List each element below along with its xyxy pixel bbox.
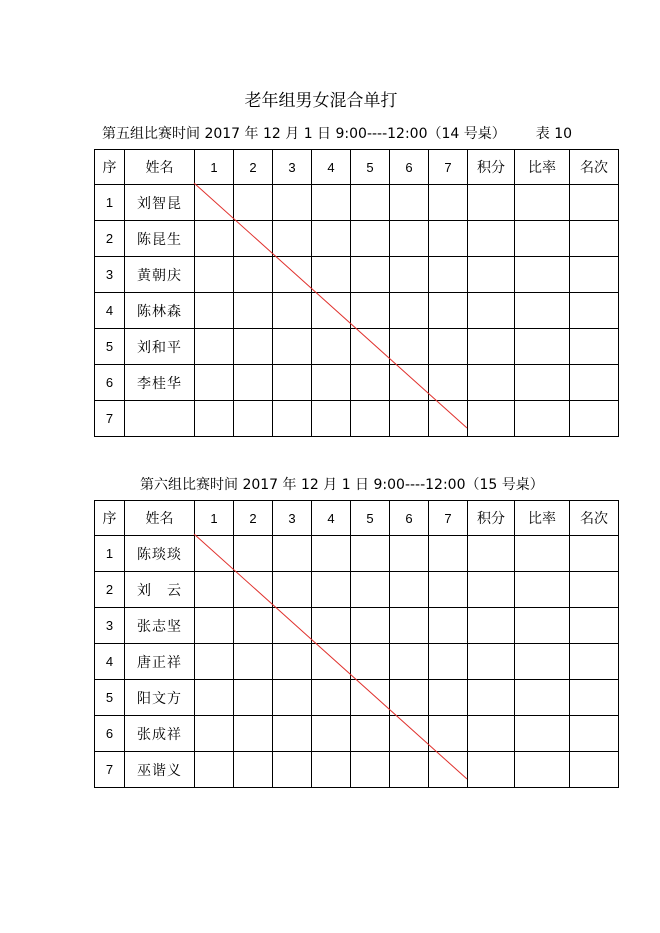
score-cell[interactable] [429,257,468,293]
score-cell[interactable] [468,293,515,329]
score-cell[interactable] [273,185,312,221]
score-cell[interactable] [351,257,390,293]
score-cell[interactable] [351,536,390,572]
score-cell[interactable] [195,572,234,608]
score-cell[interactable] [234,716,273,752]
player-name: 陈昆生 [125,221,195,257]
score-cell[interactable] [570,536,619,572]
table-row [95,752,619,788]
header-cell: 7 [429,501,468,536]
score-cell[interactable] [429,716,468,752]
header-cell: 序 [95,501,125,536]
score-cell[interactable] [429,365,468,401]
score-cell[interactable] [515,329,570,365]
score-cell[interactable] [390,572,429,608]
score-cell[interactable] [390,185,429,221]
score-cell[interactable] [515,644,570,680]
header-cell: 积分 [468,501,515,536]
row-index: 3 [95,257,125,293]
score-cell[interactable] [429,752,468,788]
score-cell[interactable] [570,401,619,437]
score-cell[interactable] [234,185,273,221]
score-cell[interactable] [351,401,390,437]
group5-table [94,149,618,437]
score-cell[interactable] [312,536,351,572]
score-cell[interactable] [273,644,312,680]
score-cell[interactable] [429,572,468,608]
group5-time-text: 第五组比赛时间 2017 年 12 月 1 日 9:00----12:00（14 号桌） [102,126,506,142]
score-cell[interactable] [234,752,273,788]
row-index: 7 [95,401,125,437]
score-cell[interactable] [570,572,619,608]
score-cell[interactable] [429,185,468,221]
header-cell: 比率 [515,150,570,185]
score-cell[interactable] [570,293,619,329]
score-cell[interactable] [570,221,619,257]
score-cell[interactable] [390,752,429,788]
score-cell[interactable] [312,293,351,329]
score-table [94,149,619,437]
header-cell: 4 [312,150,351,185]
score-cell[interactable] [195,257,234,293]
score-cell[interactable] [351,365,390,401]
table-row [95,608,619,644]
score-cell[interactable] [515,221,570,257]
row-index: 6 [95,716,125,752]
score-cell[interactable] [195,608,234,644]
score-cell[interactable] [390,644,429,680]
table-row [95,716,619,752]
header-cell: 2 [234,150,273,185]
score-cell[interactable] [390,716,429,752]
score-cell[interactable] [390,536,429,572]
header-cell: 姓名 [125,501,195,536]
score-cell[interactable] [515,365,570,401]
score-cell[interactable] [195,752,234,788]
player-name: 阳文方 [125,680,195,716]
table-number-label: 表 10 [535,126,573,142]
score-cell[interactable] [570,185,619,221]
score-cell[interactable] [195,221,234,257]
score-cell[interactable] [234,257,273,293]
score-cell[interactable] [429,680,468,716]
header-cell: 3 [273,150,312,185]
header-cell: 姓名 [125,150,195,185]
score-cell[interactable] [234,293,273,329]
header-cell: 1 [195,501,234,536]
score-cell[interactable] [312,608,351,644]
score-cell[interactable] [234,365,273,401]
score-cell[interactable] [312,752,351,788]
score-cell[interactable] [515,716,570,752]
score-cell[interactable] [429,293,468,329]
score-cell[interactable] [312,185,351,221]
score-cell[interactable] [390,365,429,401]
score-cell[interactable] [273,329,312,365]
player-name: 刘和平 [125,329,195,365]
score-cell[interactable] [429,608,468,644]
score-cell[interactable] [312,257,351,293]
header-cell: 1 [195,150,234,185]
score-cell[interactable] [570,680,619,716]
header-cell: 5 [351,501,390,536]
score-cell[interactable] [312,329,351,365]
row-index: 1 [95,536,125,572]
group6-caption [140,474,544,494]
header-cell: 6 [390,501,429,536]
header-cell: 序 [95,150,125,185]
score-cell[interactable] [351,293,390,329]
score-cell[interactable] [273,572,312,608]
score-cell[interactable] [312,572,351,608]
header-row [95,501,619,536]
group6-table [94,500,618,788]
score-cell[interactable] [195,536,234,572]
score-cell[interactable] [351,221,390,257]
score-cell[interactable] [312,221,351,257]
score-cell[interactable] [570,365,619,401]
table-row [95,365,619,401]
score-cell[interactable] [312,401,351,437]
score-cell[interactable] [195,329,234,365]
header-row [95,150,619,185]
score-cell[interactable] [351,185,390,221]
score-cell[interactable] [312,680,351,716]
row-index: 4 [95,293,125,329]
score-cell[interactable] [468,221,515,257]
score-cell[interactable] [429,329,468,365]
row-index: 2 [95,221,125,257]
score-cell[interactable] [468,644,515,680]
group5-caption [102,123,572,143]
score-table [94,500,619,788]
score-cell[interactable] [429,221,468,257]
score-cell[interactable] [273,608,312,644]
score-cell[interactable] [351,329,390,365]
score-cell[interactable] [351,716,390,752]
score-cell[interactable] [273,221,312,257]
score-cell[interactable] [429,401,468,437]
table-row [95,185,619,221]
score-cell[interactable] [468,536,515,572]
score-cell[interactable] [273,257,312,293]
score-cell[interactable] [515,608,570,644]
score-cell[interactable] [312,365,351,401]
score-cell[interactable] [234,221,273,257]
score-cell[interactable] [234,401,273,437]
score-cell[interactable] [468,401,515,437]
row-index: 6 [95,365,125,401]
row-index: 5 [95,680,125,716]
score-cell[interactable] [390,257,429,293]
score-cell[interactable] [234,608,273,644]
player-name [125,401,195,437]
score-cell[interactable] [468,257,515,293]
header-cell: 5 [351,150,390,185]
header-cell: 名次 [570,501,619,536]
table-row [95,329,619,365]
score-cell[interactable] [195,680,234,716]
score-cell[interactable] [515,401,570,437]
score-cell[interactable] [570,257,619,293]
score-cell[interactable] [351,680,390,716]
score-cell[interactable] [351,608,390,644]
score-cell[interactable] [195,644,234,680]
score-cell[interactable] [515,185,570,221]
score-cell[interactable] [429,644,468,680]
header-cell: 比率 [515,501,570,536]
table-row [95,680,619,716]
table-row [95,293,619,329]
score-cell[interactable] [234,536,273,572]
table-row [95,401,619,437]
header-cell: 4 [312,501,351,536]
player-name: 李桂华 [125,365,195,401]
score-cell[interactable] [312,716,351,752]
header-cell: 6 [390,150,429,185]
score-cell[interactable] [515,752,570,788]
score-cell[interactable] [468,329,515,365]
score-cell[interactable] [515,257,570,293]
score-cell[interactable] [390,221,429,257]
score-cell[interactable] [390,401,429,437]
player-name: 刘智昆 [125,185,195,221]
group6-time-text: 第六组比赛时间 2017 年 12 月 1 日 9:00----12:00（15 号桌） [140,477,544,493]
score-cell[interactable] [468,365,515,401]
player-name: 陈琰琰 [125,536,195,572]
row-index: 5 [95,329,125,365]
player-name: 陈林森 [125,293,195,329]
score-cell[interactable] [570,752,619,788]
score-cell[interactable] [570,716,619,752]
score-cell[interactable] [468,608,515,644]
score-cell[interactable] [390,329,429,365]
score-cell[interactable] [273,716,312,752]
score-cell[interactable] [273,680,312,716]
score-cell[interactable] [195,185,234,221]
player-name: 张志坚 [125,608,195,644]
score-cell[interactable] [195,293,234,329]
table-row [95,644,619,680]
player-name: 巫谐义 [125,752,195,788]
header-cell: 积分 [468,150,515,185]
score-cell[interactable] [351,572,390,608]
header-cell: 7 [429,150,468,185]
score-cell[interactable] [515,536,570,572]
score-cell[interactable] [273,365,312,401]
header-cell: 名次 [570,150,619,185]
score-cell[interactable] [312,644,351,680]
score-cell[interactable] [351,644,390,680]
player-name: 张成祥 [125,716,195,752]
score-cell[interactable] [468,680,515,716]
score-cell[interactable] [234,644,273,680]
table-row [95,257,619,293]
player-name: 黄朝庆 [125,257,195,293]
row-index: 4 [95,644,125,680]
table-row [95,221,619,257]
page-title: 老年组男女混合单打 [244,91,398,111]
score-cell[interactable] [570,608,619,644]
score-cell[interactable] [273,401,312,437]
row-index: 2 [95,572,125,608]
score-cell[interactable] [195,365,234,401]
row-index: 1 [95,185,125,221]
score-cell[interactable] [234,329,273,365]
score-cell[interactable] [273,293,312,329]
row-index: 3 [95,608,125,644]
score-cell[interactable] [390,608,429,644]
score-cell[interactable] [273,752,312,788]
score-cell[interactable] [515,572,570,608]
score-cell[interactable] [273,536,312,572]
score-cell[interactable] [390,293,429,329]
score-cell[interactable] [195,401,234,437]
header-cell: 3 [273,501,312,536]
table-row [95,572,619,608]
row-index: 7 [95,752,125,788]
header-cell: 2 [234,501,273,536]
score-cell[interactable] [195,716,234,752]
score-cell[interactable] [390,680,429,716]
score-cell[interactable] [234,572,273,608]
score-cell[interactable] [468,185,515,221]
player-name: 刘 云 [125,572,195,608]
score-cell[interactable] [515,293,570,329]
score-cell[interactable] [429,536,468,572]
score-cell[interactable] [468,752,515,788]
score-cell[interactable] [468,716,515,752]
score-cell[interactable] [234,680,273,716]
table-row [95,536,619,572]
score-cell[interactable] [570,329,619,365]
score-cell[interactable] [468,572,515,608]
score-cell[interactable] [515,680,570,716]
player-name: 唐正祥 [125,644,195,680]
score-cell[interactable] [570,644,619,680]
score-cell[interactable] [351,752,390,788]
